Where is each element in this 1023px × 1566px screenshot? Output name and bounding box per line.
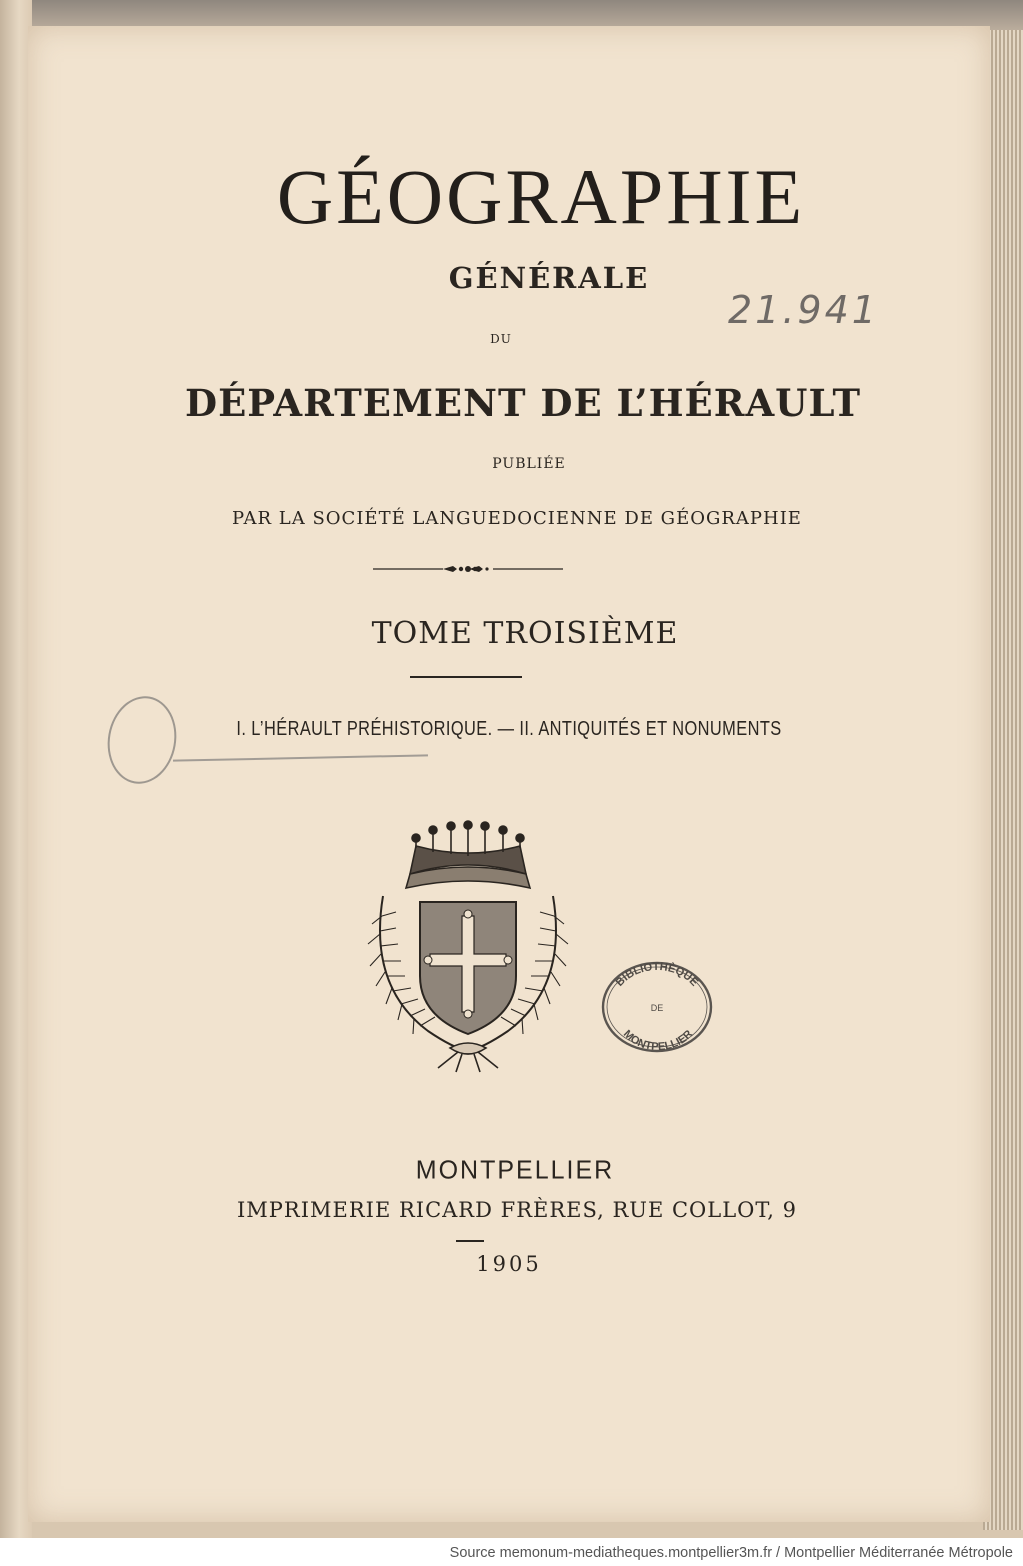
coat-of-arms-emblem [358,816,578,1076]
short-rule [456,1240,484,1242]
title-page [28,26,990,1522]
pencil-shelf-number: 21.941 [728,288,879,332]
volume-title: TOME TROISIÈME [371,616,679,651]
svg-text:MONTPELLIER [621,1028,695,1053]
contents-line: I. L’HÉRAULT PRÉHISTORIQUE. — II. ANTIQUITÉS ET NONUMENTS [236,718,782,740]
divider-rule [410,676,522,678]
stamp-bottom-text: MONTPELLIER [620,1027,696,1054]
book-title: GÉOGRAPHIE [276,153,806,240]
library-stamp [598,958,716,1056]
stamp-middle-text: DE [650,1003,664,1013]
pencil-underline-mark [173,754,428,761]
department-title: DÉPARTEMENT DE L’HÉRAULT [185,381,861,425]
book-subtitle: GÉNÉRALE [448,261,650,295]
stamp-top-text: BIBLIOTHÈQUE [613,960,701,989]
svg-text:BIBLIOTHÈQUE [614,961,701,989]
connector-text: DU [490,332,512,346]
ornament-divider [373,562,563,576]
pencil-circle-mark [101,691,183,789]
printer-line: IMPRIMERIE RICARD FRÈRES, RUE COLLOT, 9 [236,1198,798,1222]
published-label: PUBLIÉE [492,456,566,472]
publication-city: MONTPELLIER [415,1155,615,1185]
source-credit: Source memonum-mediatheques.montpellier3m.fr / Montpellier Méditerranée Métropole [449,1545,1013,1561]
publication-year: 1905 [476,1252,542,1276]
society-line: PAR LA SOCIÉTÉ LANGUEDOCIENNE DE GÉOGRAPHIE [232,508,802,529]
